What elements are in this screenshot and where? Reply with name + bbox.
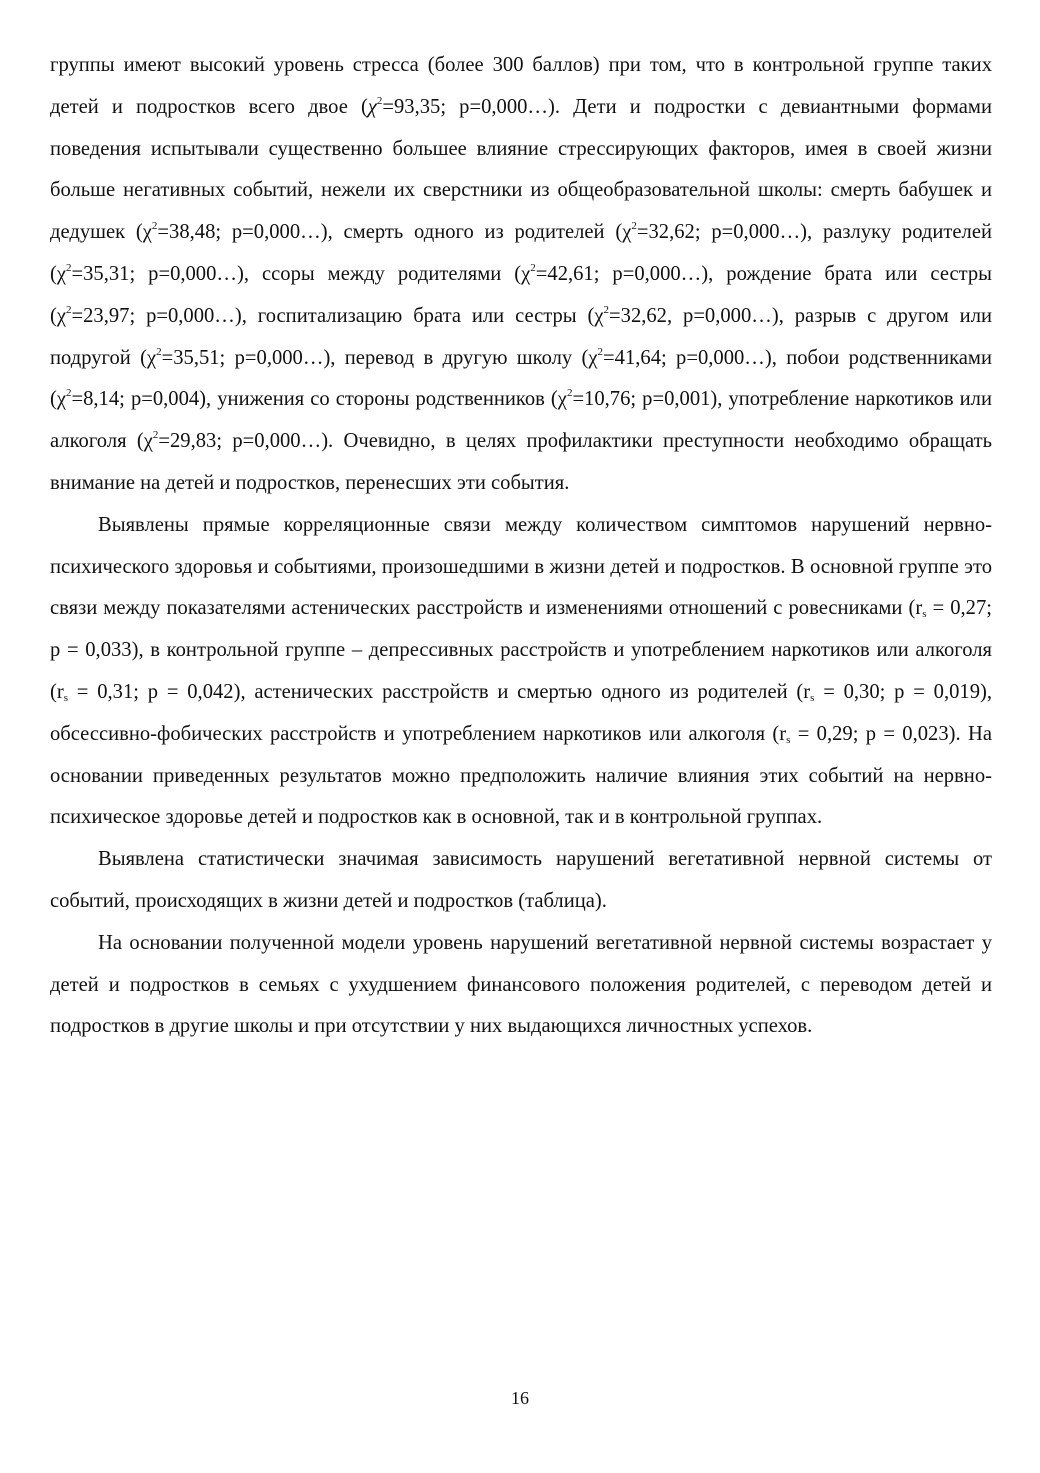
text-run: = 0,27; p = 0,033), в контрольной группе – депрессивных расстройств и употреблением наркотиков или алкоголя (r [50, 597, 992, 703]
text-run: =8,14; p=0,004), унижения со стороны родственников (χ [71, 388, 567, 411]
text-run: =35,31; p=0,000…), ссоры между родителями (χ [71, 262, 531, 285]
paragraph [50, 45, 992, 505]
text-run: = 0,31; p = 0,042), астенических расстройств и смертью одного из родителей (r [68, 680, 811, 703]
text-sup: 2 [530, 261, 536, 274]
text-sup: 2 [566, 387, 573, 400]
text-run: =38,48; p=0,000…), смерть одного из родителей (χ [157, 221, 632, 244]
text-run: Выявлена статистически значимая зависимость нарушений вегетативной нервной системы от событий, происходящих в жизни детей и подростков (таблица). [50, 848, 992, 912]
text-run: =10,76; p=0,001), употребление наркотиков или алкоголя (χ [50, 388, 992, 453]
text-sup: 2 [66, 261, 72, 274]
text-sup: 2 [66, 387, 72, 400]
text-run: =29,83; p=0,000…). Очевидно, в целях профилактики преступности необходимо обращать внимание на детей и подростков, перенесших эти события. [50, 430, 992, 494]
text-sup: 2 [152, 429, 159, 442]
text-sub: s [810, 691, 815, 704]
page-number: 16 [511, 1388, 529, 1408]
text-run: = 0,30; p = 0,019), обсессивно-фобических расстройств и употреблением наркотиков или алкоголя (r [50, 680, 992, 745]
text-run: =35,51; p=0,000…), перевод в другую школу (χ [161, 346, 598, 369]
text-sub: s [922, 608, 927, 621]
text-sub: s [786, 733, 791, 746]
text-sup: 2 [597, 345, 604, 358]
page-body [50, 45, 992, 1048]
text-sup: 2 [603, 303, 610, 316]
text-sup: 2 [376, 94, 383, 107]
text-run: Выявлены прямые корреляционные связи между количеством симптомов нарушений нервно-психического здоровья и событиями, произошедшими в жизни детей и подростков. В основной группе это связи между показателями астенических расстройств и изменениями отношений с ровесниками (r [50, 513, 992, 620]
paragraph [50, 923, 992, 1048]
text-sup: 2 [631, 220, 637, 233]
text-run: На основании полученной модели уровень нарушений вегетативной нервной системы возрастает у детей и подростков в семьях с ухудшением финансового положения родителей, с переводом детей и подростков в другие школы и при отсутствии у них выдающихся личностных успехов. [50, 931, 992, 1038]
text-run: =23,97; p=0,000…), госпитализацию брата или сестры (χ [71, 304, 604, 327]
paragraph [50, 839, 992, 923]
text-italic: χ [367, 95, 377, 118]
text-run: =93,35; p=0,000…). Дети и подростки с девиантными формами поведения испытывали существенно большее влияние стрессирующих факторов, имея в своей жизни больше негативных событий, нежели их сверстники из общеобразовательной школы: смерть бабушек и дедушек (χ [50, 95, 992, 244]
paragraph [50, 505, 992, 839]
text-sup: 2 [151, 220, 158, 233]
text-sub: s [63, 691, 68, 704]
text-run: = 0,29; p = 0,023). На основании приведенных результатов можно предположить наличие влияния этих событий на нервно-психическое здоровье детей и подростков как в основной, так и в контрольной группах. [50, 722, 992, 829]
text-run: =32,62; p=0,000…), разлуку родителей (χ [50, 221, 992, 285]
text-run: =42,61; p=0,000…), рождение брата или сестры (χ [50, 262, 992, 327]
text-sup: 2 [156, 345, 162, 358]
text-run: =41,64; p=0,000…), побои родственниками (χ [50, 346, 992, 411]
text-run: =32,62, p=0,000…), разрыв с другом или подругой (χ [50, 304, 992, 369]
text-sup: 2 [66, 303, 72, 316]
text-run: группы имеют высокий уровень стресса (более 300 баллов) при том, что в контрольной группе таких детей и подростков всего двое ( [50, 54, 992, 118]
